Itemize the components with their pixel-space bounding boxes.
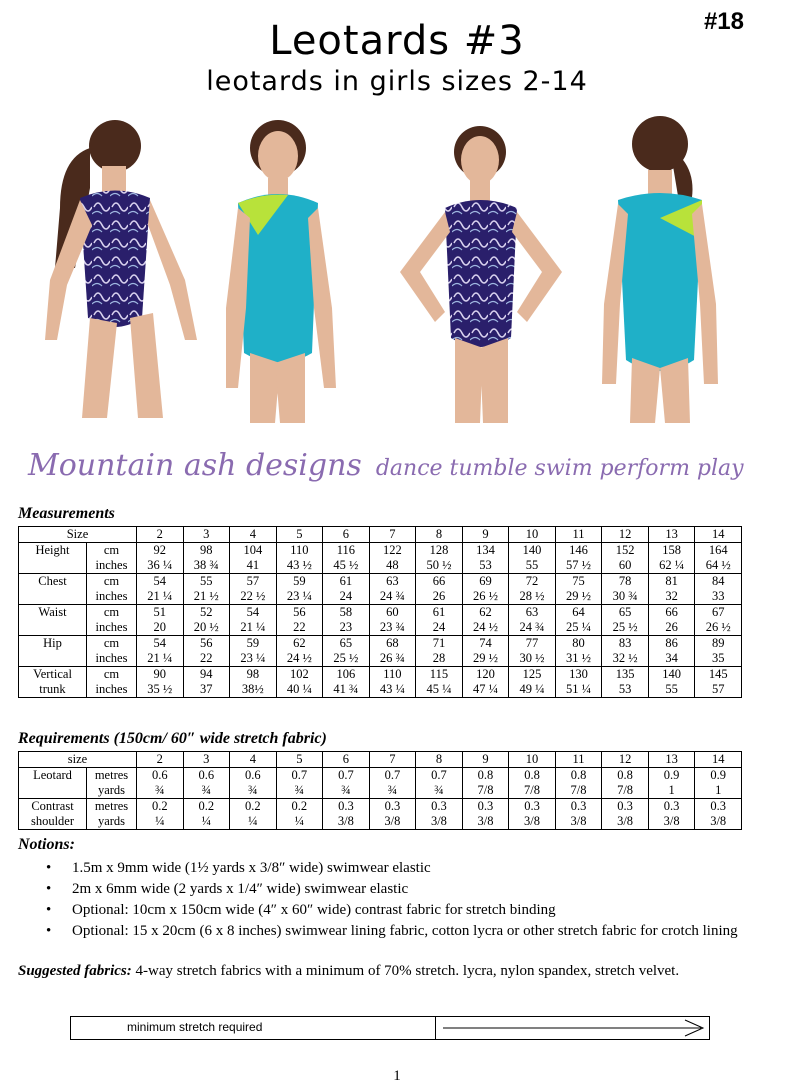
table-cell: 61 bbox=[416, 605, 463, 621]
table-cell: 89 bbox=[695, 636, 742, 652]
notions-heading: Notions: bbox=[18, 836, 75, 853]
size-header: 3 bbox=[183, 752, 230, 768]
table-cell: 22 bbox=[183, 651, 230, 667]
table-cell: 57 bbox=[230, 574, 277, 590]
table-cell: 3/8 bbox=[323, 814, 370, 830]
table-cell: 25 ¼ bbox=[555, 620, 602, 636]
table-cell: 158 bbox=[648, 543, 695, 559]
row-label: trunk bbox=[19, 682, 87, 698]
table-cell: 60 bbox=[602, 558, 649, 574]
table-cell: 66 bbox=[416, 574, 463, 590]
table-row bbox=[19, 605, 742, 621]
table-cell: 0.3 bbox=[323, 799, 370, 815]
table-cell: 24 bbox=[323, 589, 370, 605]
size-label: size bbox=[19, 752, 137, 768]
table-row bbox=[19, 558, 742, 574]
size-header: 12 bbox=[602, 527, 649, 543]
table-cell: 3/8 bbox=[602, 814, 649, 830]
row-label bbox=[19, 620, 87, 636]
table-cell: 72 bbox=[509, 574, 556, 590]
table-cell: 30 ¾ bbox=[602, 589, 649, 605]
table-cell: 25 ½ bbox=[323, 651, 370, 667]
table-cell: 3/8 bbox=[369, 814, 416, 830]
table-cell: 3/8 bbox=[416, 814, 463, 830]
table-cell: 77 bbox=[509, 636, 556, 652]
table-cell: ¼ bbox=[230, 814, 277, 830]
table-cell: 24 ¾ bbox=[369, 589, 416, 605]
unit-label: metres bbox=[87, 799, 137, 815]
list-item bbox=[40, 921, 740, 941]
table-cell: 145 bbox=[695, 667, 742, 683]
table-cell: 0.9 bbox=[648, 768, 695, 784]
table-cell: 38½ bbox=[230, 682, 277, 698]
unit-label: inches bbox=[87, 558, 137, 574]
table-header-row bbox=[19, 752, 742, 768]
table-cell: 57 bbox=[695, 682, 742, 698]
table-row bbox=[19, 768, 742, 784]
table-cell: 0.3 bbox=[602, 799, 649, 815]
table-cell: 83 bbox=[602, 636, 649, 652]
bullet-icon: • bbox=[46, 881, 52, 897]
table-cell: 51 ¼ bbox=[555, 682, 602, 698]
page-number: 1 bbox=[393, 1068, 401, 1084]
table-cell: 80 bbox=[555, 636, 602, 652]
table-cell: 26 ¾ bbox=[369, 651, 416, 667]
table-cell: 0.7 bbox=[369, 768, 416, 784]
requirements-table bbox=[18, 751, 742, 830]
table-cell: 49 ¼ bbox=[509, 682, 556, 698]
table-cell: 22 bbox=[276, 620, 323, 636]
table-cell: 134 bbox=[462, 543, 509, 559]
table-cell: 41 ¾ bbox=[323, 682, 370, 698]
size-label: Size bbox=[19, 527, 137, 543]
table-cell: 3/8 bbox=[695, 814, 742, 830]
table-cell: 35 bbox=[695, 651, 742, 667]
table-cell: 32 ½ bbox=[602, 651, 649, 667]
table-cell: 128 bbox=[416, 543, 463, 559]
table-cell: 55 bbox=[183, 574, 230, 590]
table-cell: 98 bbox=[230, 667, 277, 683]
table-row bbox=[19, 799, 742, 815]
row-label: Contrast bbox=[19, 799, 87, 815]
size-header: 5 bbox=[276, 527, 323, 543]
size-header: 11 bbox=[555, 752, 602, 768]
page-subtitle: leotards in girls sizes 2-14 bbox=[206, 66, 588, 97]
bullet-icon: • bbox=[46, 923, 52, 939]
table-cell: 51 bbox=[137, 605, 184, 621]
table-cell: 0.6 bbox=[183, 768, 230, 784]
table-cell: 3/8 bbox=[462, 814, 509, 830]
row-label bbox=[19, 558, 87, 574]
size-header: 7 bbox=[369, 752, 416, 768]
list-item-text: Optional: 15 x 20cm (6 x 8 inches) swimwear lining fabric, cotton lycra or other stretch fabric for crotch lining bbox=[72, 923, 738, 939]
table-cell: 0.3 bbox=[416, 799, 463, 815]
table-cell: 45 ½ bbox=[323, 558, 370, 574]
table-cell: 62 ¼ bbox=[648, 558, 695, 574]
size-header: 14 bbox=[695, 752, 742, 768]
table-cell: 50 ½ bbox=[416, 558, 463, 574]
table-cell: 7/8 bbox=[462, 783, 509, 799]
table-cell: 3/8 bbox=[648, 814, 695, 830]
size-header: 12 bbox=[602, 752, 649, 768]
table-cell: 38 ¾ bbox=[183, 558, 230, 574]
table-cell: 23 ¼ bbox=[230, 651, 277, 667]
table-cell: 34 bbox=[648, 651, 695, 667]
table-cell: 22 ½ bbox=[230, 589, 277, 605]
table-cell: 23 ¾ bbox=[369, 620, 416, 636]
table-cell: ¼ bbox=[137, 814, 184, 830]
table-cell: 0.2 bbox=[230, 799, 277, 815]
table-cell: 0.3 bbox=[695, 799, 742, 815]
table-cell: 78 bbox=[602, 574, 649, 590]
list-item-text: Optional: 10cm x 150cm wide (4″ x 60″ wide) contrast fabric for stretch binding bbox=[72, 902, 556, 918]
stretch-gauge-label: minimum stretch required bbox=[127, 1020, 263, 1034]
table-cell: 0.8 bbox=[555, 768, 602, 784]
table-cell: 102 bbox=[276, 667, 323, 683]
unit-label: inches bbox=[87, 589, 137, 605]
table-cell: 26 bbox=[648, 620, 695, 636]
table-cell: 0.3 bbox=[369, 799, 416, 815]
table-cell: 81 bbox=[648, 574, 695, 590]
table-cell: 74 bbox=[462, 636, 509, 652]
table-row bbox=[19, 667, 742, 683]
table-cell: 0.8 bbox=[462, 768, 509, 784]
table-cell: 1 bbox=[695, 783, 742, 799]
notions-list bbox=[40, 858, 740, 942]
table-cell: 55 bbox=[509, 558, 556, 574]
table-cell: 1 bbox=[648, 783, 695, 799]
table-cell: 135 bbox=[602, 667, 649, 683]
table-cell: 0.6 bbox=[137, 768, 184, 784]
page-title: Leotards #3 bbox=[269, 18, 525, 64]
table-cell: ¾ bbox=[183, 783, 230, 799]
size-header: 9 bbox=[462, 527, 509, 543]
table-cell: 47 ¼ bbox=[462, 682, 509, 698]
table-cell: 86 bbox=[648, 636, 695, 652]
table-cell: 21 ¼ bbox=[137, 589, 184, 605]
table-cell: 3/8 bbox=[509, 814, 556, 830]
table-cell: 110 bbox=[276, 543, 323, 559]
table-row bbox=[19, 589, 742, 605]
table-cell: 0.7 bbox=[323, 768, 370, 784]
table-cell: 56 bbox=[183, 636, 230, 652]
table-cell: 110 bbox=[369, 667, 416, 683]
size-header: 7 bbox=[369, 527, 416, 543]
table-cell: 28 bbox=[416, 651, 463, 667]
table-cell: 58 bbox=[323, 605, 370, 621]
table-cell: 37 bbox=[183, 682, 230, 698]
table-cell: 21 ¼ bbox=[137, 651, 184, 667]
table-cell: 26 bbox=[416, 589, 463, 605]
table-cell: 0.2 bbox=[183, 799, 230, 815]
row-label: Waist bbox=[19, 605, 87, 621]
table-cell: 90 bbox=[137, 667, 184, 683]
table-cell: 140 bbox=[509, 543, 556, 559]
table-cell: 53 bbox=[462, 558, 509, 574]
suggested-fabrics-text: 4-way stretch fabrics with a minimum of 70% stretch. lycra, nylon spandex, stretch velvet. bbox=[131, 963, 680, 979]
table-cell: ¾ bbox=[323, 783, 370, 799]
table-cell: 0.2 bbox=[137, 799, 184, 815]
table-cell: 23 bbox=[323, 620, 370, 636]
table-cell: 48 bbox=[369, 558, 416, 574]
table-cell: 61 bbox=[323, 574, 370, 590]
table-cell: 57 ½ bbox=[555, 558, 602, 574]
table-cell: 63 bbox=[369, 574, 416, 590]
measurements-heading: Measurements bbox=[18, 505, 115, 522]
table-cell: 24 ½ bbox=[276, 651, 323, 667]
table-cell: 116 bbox=[323, 543, 370, 559]
size-header: 5 bbox=[276, 752, 323, 768]
table-cell: 21 ¼ bbox=[230, 620, 277, 636]
table-cell: ¾ bbox=[137, 783, 184, 799]
stretch-gauge-divider bbox=[435, 1017, 436, 1039]
table-cell: 140 bbox=[648, 667, 695, 683]
table-cell: 115 bbox=[416, 667, 463, 683]
table-cell: 45 ¼ bbox=[416, 682, 463, 698]
row-label bbox=[19, 651, 87, 667]
table-cell: 24 ¾ bbox=[509, 620, 556, 636]
table-cell: 125 bbox=[509, 667, 556, 683]
size-header: 10 bbox=[509, 752, 556, 768]
table-cell: 65 bbox=[602, 605, 649, 621]
row-label: Hip bbox=[19, 636, 87, 652]
stretch-gauge bbox=[70, 1016, 710, 1040]
table-cell: 0.6 bbox=[230, 768, 277, 784]
table-cell: 21 ½ bbox=[183, 589, 230, 605]
unit-label: inches bbox=[87, 651, 137, 667]
table-cell: 29 ½ bbox=[555, 589, 602, 605]
photo-girl-back-swirl bbox=[45, 120, 197, 418]
table-cell: ¾ bbox=[369, 783, 416, 799]
list-item bbox=[40, 879, 740, 899]
table-cell: 3/8 bbox=[555, 814, 602, 830]
table-cell: 98 bbox=[183, 543, 230, 559]
unit-label: inches bbox=[87, 620, 137, 636]
table-row bbox=[19, 636, 742, 652]
table-cell: 52 bbox=[183, 605, 230, 621]
table-cell: 0.9 bbox=[695, 768, 742, 784]
table-cell: 94 bbox=[183, 667, 230, 683]
table-cell: 32 bbox=[648, 589, 695, 605]
table-cell: 59 bbox=[276, 574, 323, 590]
size-header: 4 bbox=[230, 752, 277, 768]
size-header: 6 bbox=[323, 752, 370, 768]
table-cell: 54 bbox=[137, 574, 184, 590]
stretch-arrow-icon bbox=[439, 1017, 709, 1039]
unit-label: cm bbox=[87, 667, 137, 683]
list-item-text: 2m x 6mm wide (2 yards x 1/4″ wide) swimwear elastic bbox=[72, 881, 409, 897]
table-cell: 35 ½ bbox=[137, 682, 184, 698]
table-cell: 68 bbox=[369, 636, 416, 652]
table-cell: ¼ bbox=[276, 814, 323, 830]
table-cell: 55 bbox=[648, 682, 695, 698]
row-label: Height bbox=[19, 543, 87, 559]
table-cell: 43 ¼ bbox=[369, 682, 416, 698]
unit-label: cm bbox=[87, 605, 137, 621]
unit-label: metres bbox=[87, 768, 137, 784]
table-cell: 20 bbox=[137, 620, 184, 636]
table-cell: 0.8 bbox=[602, 768, 649, 784]
size-header: 3 bbox=[183, 527, 230, 543]
suggested-fabrics bbox=[18, 960, 738, 982]
table-cell: 60 bbox=[369, 605, 416, 621]
size-header: 10 bbox=[509, 527, 556, 543]
table-cell: 71 bbox=[416, 636, 463, 652]
table-row bbox=[19, 682, 742, 698]
table-cell: 36 ¼ bbox=[137, 558, 184, 574]
table-cell: 0.3 bbox=[462, 799, 509, 815]
table-cell: 30 ½ bbox=[509, 651, 556, 667]
brand-line bbox=[28, 448, 744, 483]
table-cell: 84 bbox=[695, 574, 742, 590]
brand-tagline: dance tumble swim perform play bbox=[375, 456, 744, 481]
list-item bbox=[40, 900, 740, 920]
list-item bbox=[40, 858, 740, 878]
requirements-heading: Requirements (150cm/ 60″ wide stretch fabric) bbox=[18, 730, 327, 747]
table-row bbox=[19, 574, 742, 590]
table-cell: 0.3 bbox=[555, 799, 602, 815]
table-cell: 122 bbox=[369, 543, 416, 559]
table-cell: 26 ½ bbox=[462, 589, 509, 605]
list-item-text: 1.5m x 9mm wide (1½ yards x 3/8″ wide) swimwear elastic bbox=[72, 860, 431, 876]
size-header: 4 bbox=[230, 527, 277, 543]
table-cell: 7/8 bbox=[602, 783, 649, 799]
table-cell: 130 bbox=[555, 667, 602, 683]
table-row bbox=[19, 783, 742, 799]
table-cell: 0.3 bbox=[648, 799, 695, 815]
table-cell: 65 bbox=[323, 636, 370, 652]
table-cell: 75 bbox=[555, 574, 602, 590]
row-label: shoulder bbox=[19, 814, 87, 830]
size-header: 13 bbox=[648, 527, 695, 543]
table-cell: 106 bbox=[323, 667, 370, 683]
table-cell: 59 bbox=[230, 636, 277, 652]
table-cell: 62 bbox=[462, 605, 509, 621]
table-cell: 53 bbox=[602, 682, 649, 698]
table-cell: 54 bbox=[230, 605, 277, 621]
size-header: 6 bbox=[323, 527, 370, 543]
measurements-table bbox=[18, 526, 742, 698]
table-cell: 25 ½ bbox=[602, 620, 649, 636]
table-cell: 7/8 bbox=[555, 783, 602, 799]
table-cell: 64 ½ bbox=[695, 558, 742, 574]
row-label: Leotard bbox=[19, 768, 87, 784]
bullet-icon: • bbox=[46, 902, 52, 918]
leotard-photos bbox=[20, 108, 730, 426]
table-cell: 120 bbox=[462, 667, 509, 683]
table-cell: 0.8 bbox=[509, 768, 556, 784]
unit-label: cm bbox=[87, 636, 137, 652]
table-cell: 7/8 bbox=[509, 783, 556, 799]
table-cell: 28 ½ bbox=[509, 589, 556, 605]
table-row bbox=[19, 543, 742, 559]
pattern-number: #18 bbox=[703, 8, 744, 35]
table-row bbox=[19, 651, 742, 667]
table-cell: 92 bbox=[137, 543, 184, 559]
table-cell: 152 bbox=[602, 543, 649, 559]
table-cell: 31 ½ bbox=[555, 651, 602, 667]
size-header: 11 bbox=[555, 527, 602, 543]
photo-girl-front-swirl bbox=[400, 126, 562, 423]
table-cell: 33 bbox=[695, 589, 742, 605]
photo-girl-back-teal bbox=[602, 116, 718, 423]
table-cell: 0.7 bbox=[416, 768, 463, 784]
unit-label: cm bbox=[87, 574, 137, 590]
table-cell: 54 bbox=[137, 636, 184, 652]
table-cell: 0.3 bbox=[509, 799, 556, 815]
table-cell: ¾ bbox=[230, 783, 277, 799]
photo-girl-front-teal bbox=[226, 120, 336, 423]
table-cell: 0.7 bbox=[276, 768, 323, 784]
table-cell: 0.2 bbox=[276, 799, 323, 815]
size-header: 8 bbox=[416, 752, 463, 768]
size-header: 14 bbox=[695, 527, 742, 543]
table-cell: 20 ½ bbox=[183, 620, 230, 636]
unit-label: yards bbox=[87, 814, 137, 830]
suggested-fabrics-label: Suggested fabrics: bbox=[18, 963, 132, 979]
table-cell: 26 ½ bbox=[695, 620, 742, 636]
table-cell: 67 bbox=[695, 605, 742, 621]
unit-label: yards bbox=[87, 783, 137, 799]
table-cell: 164 bbox=[695, 543, 742, 559]
row-label: Vertical bbox=[19, 667, 87, 683]
table-header-row bbox=[19, 527, 742, 543]
unit-label: inches bbox=[87, 682, 137, 698]
table-cell: ¾ bbox=[276, 783, 323, 799]
unit-label: cm bbox=[87, 543, 137, 559]
size-header: 13 bbox=[648, 752, 695, 768]
table-cell: 41 bbox=[230, 558, 277, 574]
table-cell: 24 bbox=[416, 620, 463, 636]
size-header: 2 bbox=[137, 752, 184, 768]
row-label bbox=[19, 589, 87, 605]
table-cell: 69 bbox=[462, 574, 509, 590]
size-header: 9 bbox=[462, 752, 509, 768]
row-label: Chest bbox=[19, 574, 87, 590]
row-label bbox=[19, 783, 87, 799]
table-cell: ¾ bbox=[416, 783, 463, 799]
size-header: 2 bbox=[137, 527, 184, 543]
table-cell: 23 ¼ bbox=[276, 589, 323, 605]
size-header: 8 bbox=[416, 527, 463, 543]
table-cell: 63 bbox=[509, 605, 556, 621]
table-cell: 43 ½ bbox=[276, 558, 323, 574]
bullet-icon: • bbox=[46, 860, 52, 876]
table-cell: 64 bbox=[555, 605, 602, 621]
table-cell: 104 bbox=[230, 543, 277, 559]
table-cell: 29 ½ bbox=[462, 651, 509, 667]
table-cell: 40 ¼ bbox=[276, 682, 323, 698]
table-row bbox=[19, 814, 742, 830]
table-cell: ¼ bbox=[183, 814, 230, 830]
brand-name: Mountain ash designs bbox=[28, 448, 362, 483]
table-cell: 62 bbox=[276, 636, 323, 652]
table-row bbox=[19, 620, 742, 636]
table-cell: 24 ½ bbox=[462, 620, 509, 636]
table-cell: 146 bbox=[555, 543, 602, 559]
table-cell: 66 bbox=[648, 605, 695, 621]
table-cell: 56 bbox=[276, 605, 323, 621]
